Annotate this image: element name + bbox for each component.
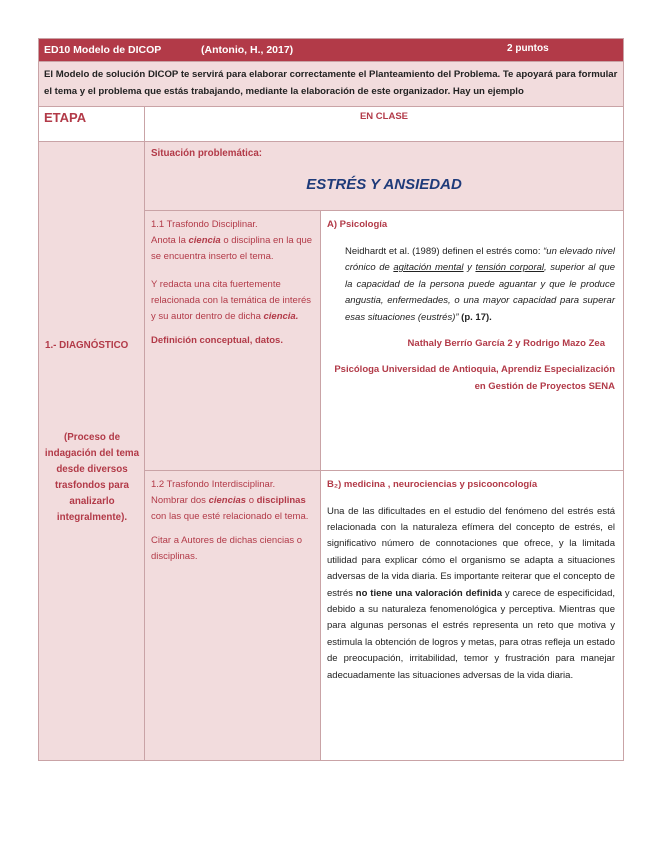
dicop-document bbox=[38, 38, 624, 761]
interdisciplinar-title: 1.2 Trasfondo Interdisciplinar. bbox=[151, 479, 276, 490]
table-header-row bbox=[39, 106, 623, 141]
disciplinar-text-2: Y redacta una cita fuertemente relacionada con la temática de interés y su autor dentro de dicha bbox=[151, 279, 312, 322]
estres-paragraph bbox=[327, 504, 615, 684]
disciplinar-text-1c: o disciplina en la que se encuentra inserto el tema. bbox=[151, 235, 313, 262]
disciplinar-text-2b: ciencia. bbox=[263, 311, 299, 322]
content-cell bbox=[145, 142, 623, 760]
inter-text-1: Nombrar dos bbox=[151, 495, 209, 506]
disciplinar-instructions bbox=[145, 211, 321, 470]
disciplinar-title: 1.1 Trasfondo Disciplinar. bbox=[151, 219, 258, 230]
interdisciplinar-instructions bbox=[145, 471, 321, 760]
diagnostico-row bbox=[39, 141, 623, 760]
header-citation: (Antonio, H., 2017) bbox=[201, 44, 294, 56]
inter-text-1b: ciencias bbox=[208, 495, 247, 506]
disciplinar-content bbox=[321, 211, 623, 470]
paragraph-bold: no tiene una valoración definida bbox=[355, 587, 502, 599]
disciplinar-text-3: Definición conceptual, datos. bbox=[151, 335, 283, 346]
medicina-heading: B₂) medicina , neurociencias y psicooncología bbox=[327, 479, 538, 490]
inter-text-2: Citar a Autores de dichas ciencias o disciplinas. bbox=[151, 535, 303, 562]
col-en-clase: EN CLASE bbox=[359, 111, 409, 122]
inter-text-1c: o bbox=[246, 495, 257, 506]
quote-part-3: , superior al que la capacidad de la persona puede aguantar y que le produce angustia, enfermedades, o una mayor capacidad para superar esas situaciones (eustrés)” bbox=[345, 262, 615, 323]
quote-page: (p. 17). bbox=[458, 311, 492, 323]
situacion-title: ESTRÉS Y ANSIEDAD bbox=[306, 176, 462, 193]
stage-cell bbox=[39, 142, 145, 760]
quote-part-1: “un elevado nivel crónico de bbox=[345, 245, 615, 273]
paragraph-part-2: y carece de especificidad, debido a su naturaleza fenomenológica y perceptiva. Mientras que para algunas personas el estrés representa un reto que motiva y estimula la obtención de logros y metas, para otras refleja un estado de preocupación, irritabilidad, temor y frustración para manejar adecuadamente las situaciones adversas de la vida diaria. bbox=[327, 587, 615, 681]
authors: Nathaly Berrío García 2 y Rodrigo Mazo Zea bbox=[407, 338, 605, 349]
trasfondo-interdisciplinar-row bbox=[145, 471, 623, 760]
header-bar bbox=[39, 39, 623, 61]
situacion-label: Situación problemática: bbox=[151, 148, 263, 159]
inter-text-1d: disciplinas bbox=[256, 495, 306, 506]
intro-text: El Modelo de solución DICOP te servirá para elaborar correctamente el Planteamiento del Problema. Te apoyará para formular el tema y el problema que estás trabajando, mediante la elaboración de este organizador. Hay un ejemplo bbox=[39, 61, 623, 106]
trasfondo-disciplinar-row bbox=[145, 211, 623, 471]
stage-title: 1.- DIAGNÓSTICO bbox=[45, 340, 129, 351]
neidhardt-quote bbox=[345, 244, 615, 327]
quote-part-2: y bbox=[463, 262, 476, 273]
quote-underline-2: tensión corporal bbox=[475, 262, 544, 273]
interdisciplinar-content bbox=[321, 471, 623, 760]
disciplinar-text-1b: ciencia bbox=[188, 235, 221, 246]
quote-intro: Neidhardt et al. (1989) definen el estrés como: bbox=[345, 245, 544, 257]
disciplinar-text-1: Anota la bbox=[151, 235, 189, 246]
inter-text-1e: con las que esté relacionado el tema. bbox=[151, 511, 309, 522]
stage-description: (Proceso de indagación del tema desde diversos trasfondos para analizarlo integralmente). bbox=[44, 432, 140, 523]
header-points: 2 puntos bbox=[507, 43, 549, 54]
col-etapa: ETAPA bbox=[39, 107, 145, 141]
quote-underline-1: agitación mental bbox=[393, 262, 464, 273]
psicologia-heading: A) Psicología bbox=[327, 219, 388, 230]
header-code: ED10 Modelo de DICOP bbox=[44, 44, 162, 56]
paragraph-part-1: Una de las dificultades en el estudio del fenómeno del estrés está relacionada con la naturaleza efímera del concepto de estrés, el significativo número de connotaciones que ofrece, y la limitada utilidad para explicar cómo el organismo se adapta a situaciones adversas de la vida diaria. Es importante reiterar que el concepto de estrés bbox=[327, 505, 615, 599]
situacion-block bbox=[145, 142, 623, 211]
affiliation: Psicóloga Universidad de Antioquia, Aprendiz Especialización en Gestión de Proyectos SENA bbox=[334, 363, 615, 392]
